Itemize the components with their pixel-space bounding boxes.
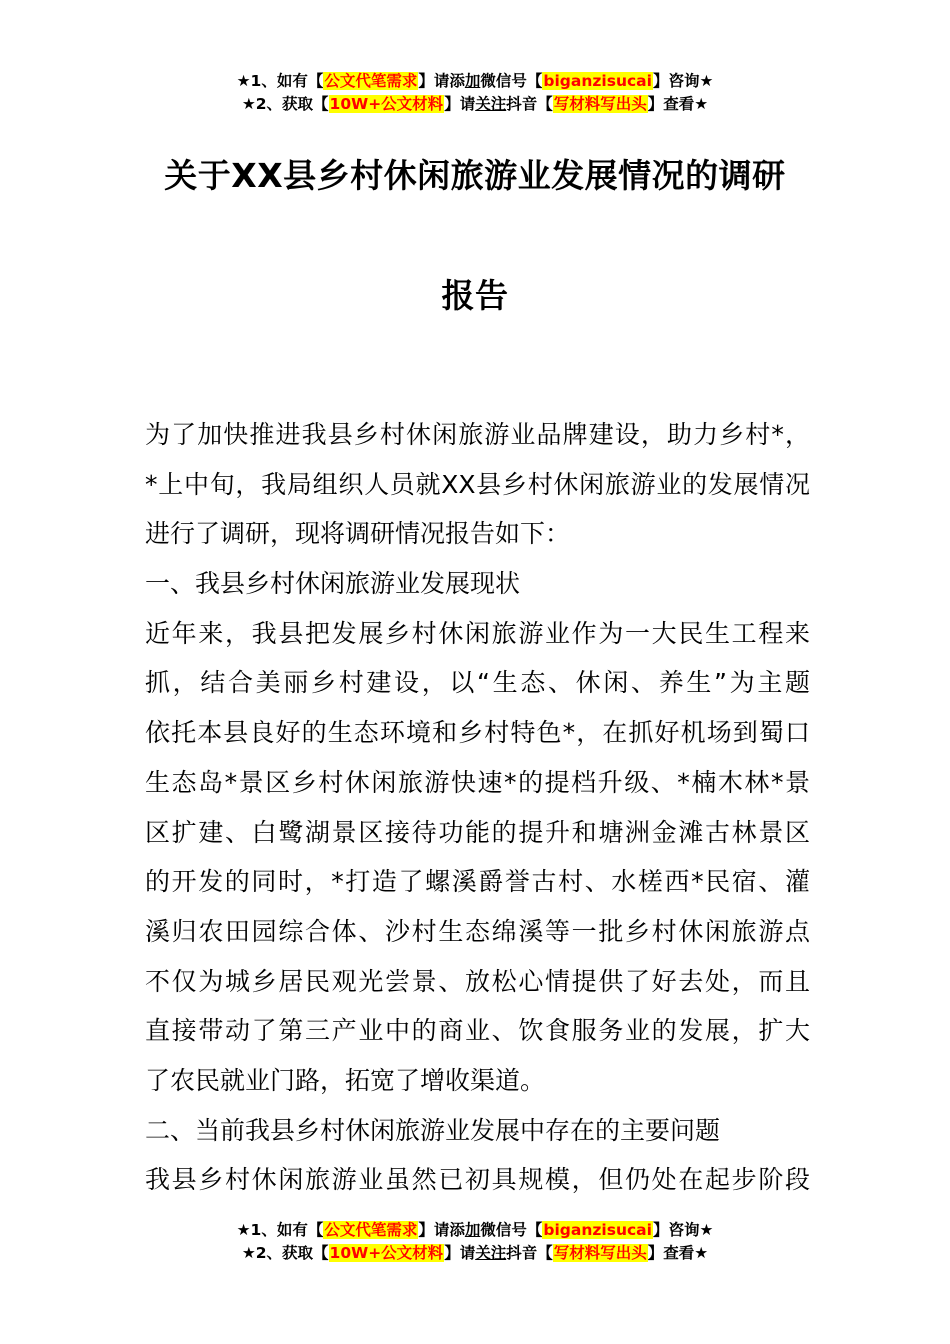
document-title-line-1: 关于XX县乡村休闲旅游业发展情况的调研 <box>164 156 786 195</box>
document-title-line-2: 报告 <box>441 276 509 315</box>
promo-line-2: ★2、获取【10W+公文材料】请关注抖音【写材料写出头】查看★ <box>241 1244 709 1262</box>
body-line: 为了加快推进我县乡村休闲旅游业品牌建设，助力乡村*， <box>145 420 810 449</box>
body-line: 区扩建、白鹭湖景区接待功能的提升和塘洲金滩古林景区 <box>145 817 810 847</box>
promo-highlight: 10W+公文材料 <box>329 95 444 113</box>
promo-line-2: ★2、获取【10W+公文材料】请关注抖音【写材料写出头】查看★ <box>241 95 709 113</box>
promo-douyin-id: 写材料写出头 <box>553 95 647 113</box>
promo-highlight: 10W+公文材料 <box>329 1244 444 1262</box>
promo-footer <box>0 1219 950 1265</box>
section-heading: 一、我县乡村休闲旅游业发展现状 <box>145 569 521 599</box>
body-line: *上中旬，我局组织人员就XX县乡村休闲旅游业的发展情况 <box>145 469 810 499</box>
promo-header <box>0 70 950 116</box>
promo-highlight: 公文代笔需求 <box>324 72 418 90</box>
body-line: 了农民就业门路，拓宽了增收渠道。 <box>145 1065 546 1095</box>
promo-highlight: 公文代笔需求 <box>324 1221 418 1239</box>
body-line: 生态岛*景区乡村休闲旅游快速*的提档升级、*楠木林*景 <box>145 767 810 797</box>
body-line: 抓，结合美丽乡村建设，以“生态、休闲、养生”为主题 <box>145 668 810 698</box>
body-line: 的开发的同时，*打造了螺溪爵誉古村、水槎西*民宿、灌 <box>145 867 810 897</box>
promo-line-1: ★1、如有【公文代笔需求】请添加微信号【biganzisucai】咨询★ <box>236 72 714 90</box>
body-line: 溪归农田园综合体、沙村生态绵溪等一批乡村休闲旅游点 <box>145 916 810 946</box>
promo-douyin-id: 写材料写出头 <box>553 1244 647 1262</box>
promo-wechat-id: biganzisucai <box>543 1221 652 1239</box>
body-line: 进行了调研，现将调研情况报告如下： <box>145 519 571 549</box>
promo-wechat-id: biganzisucai <box>543 72 652 90</box>
body-line: 不仅为城乡居民观光尝景、放松心情提供了好去处，而且 <box>145 966 810 996</box>
body-line: 我县乡村休闲旅游业虽然已初具规模，但仍处在起步阶段 <box>145 1165 810 1195</box>
body-line: 直接带动了第三产业中的商业、饮食服务业的发展，扩大 <box>145 1016 810 1046</box>
section-heading: 二、当前我县乡村休闲旅游业发展中存在的主要问题 <box>145 1115 721 1145</box>
document-body <box>145 410 810 1205</box>
body-line: 依托本县良好的生态环境和乡村特色*，在抓好机场到蜀口 <box>145 718 810 748</box>
body-line: 近年来，我县把发展乡村休闲旅游业作为一大民生工程来 <box>145 618 810 648</box>
promo-line-1: ★1、如有【公文代笔需求】请添加微信号【biganzisucai】咨询★ <box>236 1221 714 1239</box>
